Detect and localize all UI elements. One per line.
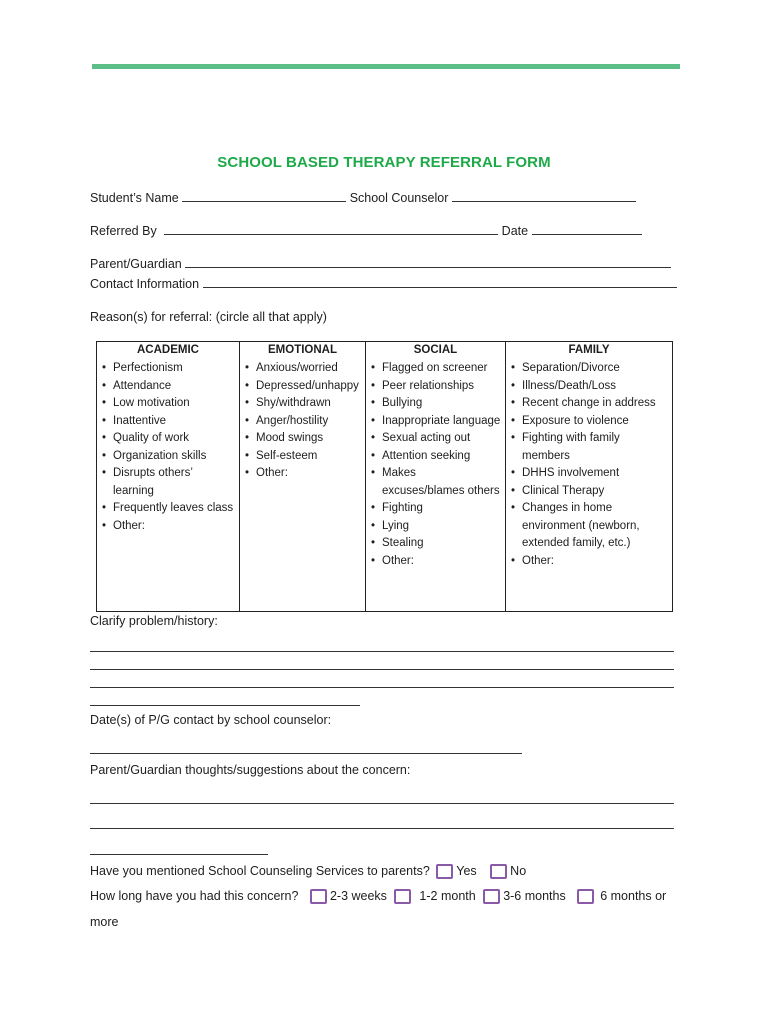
reason-item[interactable]: • Shy/withdrawn	[244, 395, 361, 413]
clarify-line-4[interactable]	[90, 705, 360, 706]
pg-contact-line[interactable]	[90, 753, 522, 754]
reason-item[interactable]: • Other:	[510, 553, 668, 571]
6-months-checkbox[interactable]	[577, 889, 594, 904]
contact-info-label: Contact Information	[90, 277, 200, 291]
pg-thoughts-label: Parent/Guardian thoughts/suggestions about the concern:	[90, 763, 411, 777]
clarify-line-3[interactable]	[90, 687, 674, 688]
reason-item[interactable]: • Peer relationships	[370, 378, 501, 396]
2-3-weeks-label: 2-3 weeks	[329, 889, 387, 903]
column-social	[366, 360, 506, 612]
reason-item[interactable]: • Anxious/worried	[244, 360, 361, 378]
school-counselor-label: School Counselor	[349, 191, 449, 205]
2-3-weeks-checkbox[interactable]	[310, 889, 327, 904]
6-months-label: 6 months or	[600, 889, 667, 903]
reason-item[interactable]: • Frequently leaves class	[101, 500, 235, 518]
column-header-family: FAMILY	[506, 342, 673, 361]
student-name-label: Student’s Name	[90, 191, 179, 205]
no-checkbox[interactable]	[490, 864, 507, 879]
reason-item[interactable]: • Exposure to violence	[510, 413, 668, 431]
6-months-wrap: more	[90, 915, 119, 929]
3-6-months-label: 3-6 months	[503, 889, 566, 903]
reason-item[interactable]: • Anger/hostility	[244, 413, 361, 431]
1-2-month-label: 1-2 month	[419, 889, 476, 903]
yes-checkbox[interactable]	[436, 864, 453, 879]
clarify-line-2[interactable]	[90, 669, 674, 670]
pg-thoughts-line-1[interactable]	[90, 803, 674, 804]
pg-contact-label: Date(s) of P/G contact by school counselor:	[90, 713, 332, 727]
student-name-field[interactable]	[182, 190, 346, 202]
how-long-question: How long have you had this concern?	[90, 889, 299, 903]
row-how-long	[90, 889, 666, 904]
column-header-emotional: EMOTIONAL	[240, 342, 366, 361]
clarify-line-1[interactable]	[90, 651, 674, 652]
reason-item[interactable]: • Organization skills	[101, 448, 235, 466]
reason-item[interactable]: • Separation/Divorce	[510, 360, 668, 378]
column-emotional	[240, 360, 366, 612]
reason-item[interactable]: • Stealing	[370, 535, 501, 553]
reason-item[interactable]: • Other:	[244, 465, 361, 483]
column-header-academic: ACADEMIC	[97, 342, 240, 361]
date-label: Date	[501, 224, 529, 238]
reason-item[interactable]: • Inattentive	[101, 413, 235, 431]
reasons-table	[96, 341, 673, 612]
reason-item[interactable]: • Self-esteem	[244, 448, 361, 466]
referred-by-field[interactable]	[164, 223, 498, 235]
parent-guardian-field[interactable]	[185, 256, 671, 268]
3-6-months-checkbox[interactable]	[483, 889, 500, 904]
reason-item[interactable]: • Illness/Death/Loss	[510, 378, 668, 396]
reason-item[interactable]: • Lying	[370, 518, 501, 536]
column-header-social: SOCIAL	[366, 342, 506, 361]
reason-item[interactable]: • Low motivation	[101, 395, 235, 413]
pg-thoughts-line-2[interactable]	[90, 828, 674, 829]
reason-item[interactable]: • Other:	[101, 518, 235, 536]
reason-item[interactable]: • DHHS involvement	[510, 465, 668, 483]
reason-item[interactable]: • Depressed/unhappy	[244, 378, 361, 396]
column-academic	[97, 360, 240, 612]
reason-item[interactable]: • Perfectionism	[101, 360, 235, 378]
reason-item[interactable]: • Attention seeking	[370, 448, 501, 466]
top-rule	[92, 64, 680, 69]
reason-item[interactable]: • Fighting	[370, 500, 501, 518]
reason-item[interactable]: • Other:	[370, 553, 501, 571]
no-label: No	[510, 864, 527, 878]
contact-info-field[interactable]	[203, 276, 677, 288]
reason-item[interactable]: • Attendance	[101, 378, 235, 396]
reason-item[interactable]: • Mood swings	[244, 430, 361, 448]
reason-item[interactable]: • Makes excuses/blames others	[370, 465, 501, 500]
row-referred-date	[90, 223, 642, 238]
yes-label: Yes	[456, 864, 477, 878]
pg-thoughts-line-3[interactable]	[90, 854, 268, 855]
reason-item[interactable]: • Bullying	[370, 395, 501, 413]
reason-item[interactable]: • Sexual acting out	[370, 430, 501, 448]
row-contact-info	[90, 276, 677, 291]
reason-item[interactable]: • Recent change in address	[510, 395, 668, 413]
1-2-month-checkbox[interactable]	[394, 889, 411, 904]
row-parent-guardian	[90, 256, 671, 271]
reason-item[interactable]: • Disrupts others’ learning	[101, 465, 235, 500]
reason-item[interactable]: • Flagged on screener	[370, 360, 501, 378]
column-family	[506, 360, 673, 612]
parent-guardian-label: Parent/Guardian	[90, 257, 182, 271]
school-counselor-field[interactable]	[452, 190, 636, 202]
reason-item[interactable]: • Quality of work	[101, 430, 235, 448]
reason-item[interactable]: • Fighting with family members	[510, 430, 668, 465]
reason-item[interactable]: • Inappropriate language	[370, 413, 501, 431]
row-student-counselor	[90, 190, 636, 205]
row-mentioned	[90, 864, 526, 879]
clarify-label: Clarify problem/history:	[90, 614, 218, 628]
reason-item[interactable]: • Clinical Therapy	[510, 483, 668, 501]
mentioned-question: Have you mentioned School Counseling Services to parents?	[90, 864, 430, 878]
reason-item[interactable]: • Changes in home environment (newborn, extended family, etc.)	[510, 500, 668, 553]
reasons-label: Reason(s) for referral: (circle all that apply)	[90, 310, 327, 324]
date-field[interactable]	[532, 223, 642, 235]
referred-by-label: Referred By	[90, 224, 157, 238]
form-title: SCHOOL BASED THERAPY REFERRAL FORM	[217, 154, 551, 171]
